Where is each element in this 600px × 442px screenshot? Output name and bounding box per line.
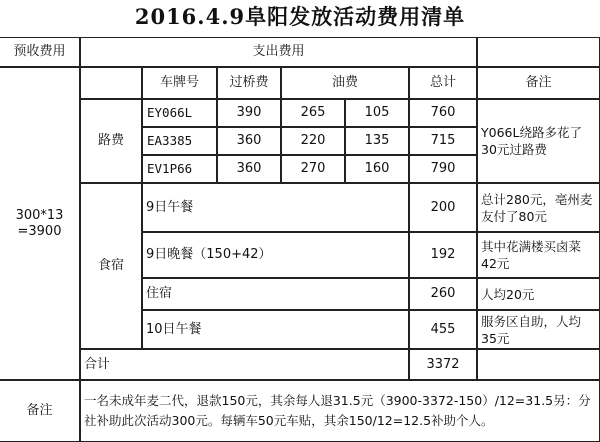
remark-header: 备注: [477, 67, 600, 99]
road-row-3-total: 790: [409, 155, 477, 183]
sum-remark-blank: [477, 349, 600, 380]
food-row-1-item: 9日午餐: [142, 183, 409, 232]
food-row-1-remark: 总计280元，亳州麦友付了80元: [477, 183, 600, 232]
total-header: 总计: [409, 67, 477, 99]
road-label: 路费: [80, 99, 142, 183]
road-row-2-bridge: 360: [217, 127, 281, 155]
sum-label: 合计: [80, 349, 409, 380]
road-row-1-fuel-b: 105: [345, 99, 409, 127]
road-row-1-plate: EY066L: [142, 99, 217, 127]
road-row-3-fuel-b: 160: [345, 155, 409, 183]
road-remark: Y066L绕路多花了30元过路费: [477, 99, 600, 183]
road-row-3-plate: EV1P66: [142, 155, 217, 183]
plate-header: 车牌号: [142, 67, 217, 99]
food-row-2-total: 192: [409, 232, 477, 278]
food-row-4-remark: 服务区自助，人均35元: [477, 310, 600, 349]
road-row-2-fuel-b: 135: [345, 127, 409, 155]
food-row-3-total: 260: [409, 278, 477, 310]
road-row-2-fuel-a: 220: [281, 127, 345, 155]
food-row-2-item: 9日晚餐（150+42）: [142, 232, 409, 278]
food-row-2-remark: 其中花满楼买卤菜42元: [477, 232, 600, 278]
subheader-blank: [80, 67, 142, 99]
food-row-1-total: 200: [409, 183, 477, 232]
footer-label: 备注: [0, 380, 80, 442]
road-row-1-bridge: 390: [217, 99, 281, 127]
road-row-1-fuel-a: 265: [281, 99, 345, 127]
food-row-3-remark: 人均20元: [477, 278, 600, 310]
prepaid-value: 300*13 =3900: [0, 67, 80, 380]
footer-note: 一名未成年麦二代，退款150元，其余每人退31.5元（3900-3372-150）/12=31.5另：分社补助此次活动300元。每辆车50元车贴，其余150/12=12.5补助个人。: [80, 380, 600, 442]
food-row-3-item: 住宿: [142, 278, 409, 310]
header-blank: [477, 37, 600, 67]
sum-total: 3372: [409, 349, 477, 380]
road-row-3-bridge: 360: [217, 155, 281, 183]
expense-header: 支出费用: [80, 37, 477, 67]
prepaid-header: 预收费用: [0, 37, 80, 67]
page-title: 2016.4.9阜阳发放活动费用清单: [134, 4, 466, 29]
fuel-header: 油费: [281, 67, 409, 99]
road-row-2-plate: EA3385: [142, 127, 217, 155]
food-row-4-item: 10日午餐: [142, 310, 409, 349]
road-row-3-fuel-a: 270: [281, 155, 345, 183]
food-row-4-total: 455: [409, 310, 477, 349]
bridge-header: 过桥费: [217, 67, 281, 99]
road-row-1-total: 760: [409, 99, 477, 127]
road-row-2-total: 715: [409, 127, 477, 155]
food-label: 食宿: [80, 183, 142, 349]
